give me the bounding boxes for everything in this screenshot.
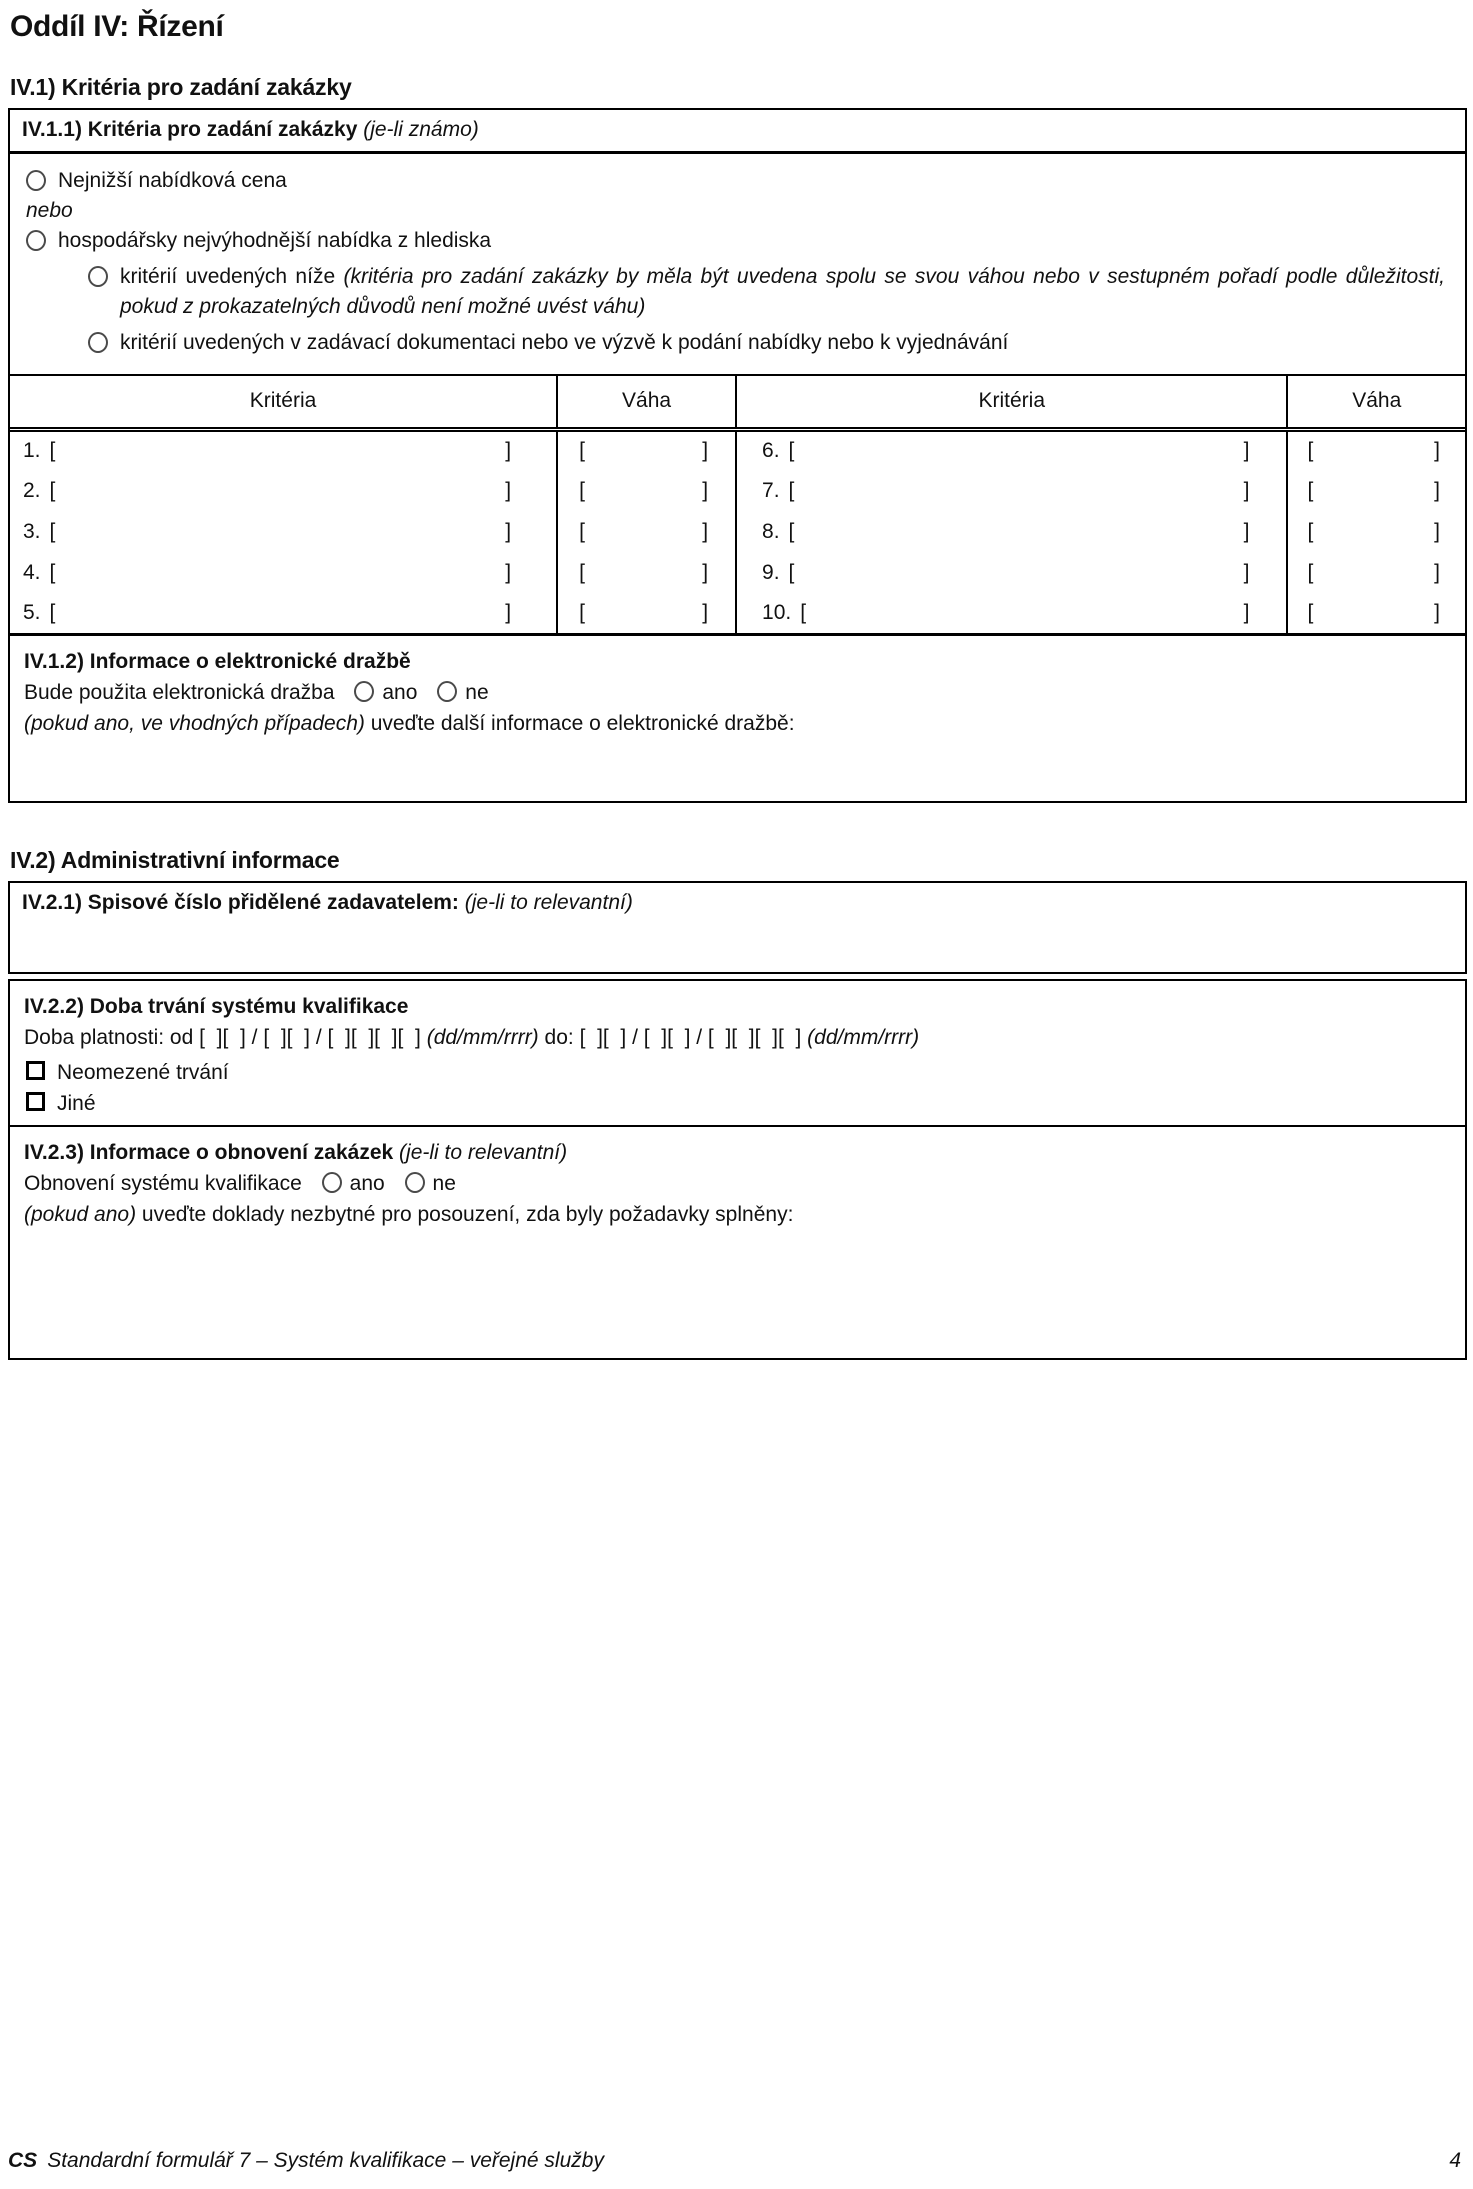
header-weight-right: Váha xyxy=(1287,375,1465,429)
award-criteria-options xyxy=(10,154,1465,374)
close-bracket: ] xyxy=(505,438,512,462)
criteria-input-cell[interactable] xyxy=(10,552,557,593)
date-input-brackets-to[interactable]: [ ][ ] / [ ][ ] / [ ][ ][ ][ ] xyxy=(579,1025,802,1049)
section-iv12 xyxy=(10,636,1465,801)
renewal-yes-label: ano xyxy=(349,1171,385,1195)
open-bracket: [ xyxy=(49,438,56,462)
open-bracket: [ xyxy=(788,478,795,502)
header-criteria-left: Kritéria xyxy=(10,375,557,429)
option-meat xyxy=(24,226,1451,256)
header-criteria-right: Kritéria xyxy=(736,375,1287,429)
close-bracket: ] xyxy=(505,478,512,502)
open-bracket: [ xyxy=(788,519,795,543)
weight-input-cell[interactable] xyxy=(557,429,736,470)
auction-yes-label: ano xyxy=(382,680,418,704)
weight-input-cell[interactable] xyxy=(557,470,736,511)
weight-input-cell[interactable] xyxy=(557,593,736,634)
iv23-note-italic: (pokud ano) xyxy=(24,1202,137,1226)
iv12-note-normal: uveďte další informace o elektronické dražbě: xyxy=(370,711,795,735)
unlimited-duration-checkbox[interactable] xyxy=(26,1061,45,1080)
option-other-duration xyxy=(24,1088,1451,1119)
close-bracket: ] xyxy=(505,600,512,624)
criteria-input-cell[interactable] xyxy=(736,470,1287,511)
row-number: 6. xyxy=(762,438,780,462)
weight-input-cell[interactable] xyxy=(1287,593,1465,634)
criteria-input-cell[interactable] xyxy=(736,593,1287,634)
table-row xyxy=(10,552,1465,593)
iv12-title: IV.1.2) Informace o elektronické dražbě xyxy=(24,649,411,673)
renewal-no-radio[interactable] xyxy=(405,1172,425,1193)
lowest-price-radio[interactable] xyxy=(26,170,46,191)
iv21-title-note: (je-li to relevantní) xyxy=(464,890,633,914)
iv21-title xyxy=(10,883,1465,924)
table-row xyxy=(10,511,1465,552)
renewal-no-label: ne xyxy=(432,1171,456,1195)
open-bracket: [ xyxy=(49,600,56,624)
date-format-from: (dd/mm/rrrr) xyxy=(426,1025,539,1049)
heading-iv1: IV.1) Kritéria pro zadání zakázky xyxy=(10,74,352,100)
open-bracket: [ xyxy=(49,560,56,584)
date-input-brackets-from[interactable]: [ ][ ] / [ ][ ] / [ ][ ][ ][ ] xyxy=(199,1025,421,1049)
close-bracket: ] xyxy=(1243,478,1250,502)
box-iv22-iv23 xyxy=(8,979,1467,1360)
criteria-input-cell[interactable] xyxy=(10,429,557,470)
open-bracket: [ xyxy=(1307,600,1314,624)
iv23-note-normal: uveďte doklady nezbytné pro posouzení, zda byly požadavky splněny: xyxy=(141,1202,794,1226)
open-bracket: [ xyxy=(1307,438,1314,462)
box-iv21 xyxy=(8,881,1467,974)
close-bracket: ] xyxy=(1243,560,1250,584)
criteria-input-cell[interactable] xyxy=(10,470,557,511)
validity-from-label: Doba platnosti: od xyxy=(24,1025,194,1049)
criteria-input-cell[interactable] xyxy=(10,511,557,552)
close-bracket: ] xyxy=(1243,600,1250,624)
weight-input-cell[interactable] xyxy=(557,511,736,552)
close-bracket: ] xyxy=(505,519,512,543)
meat-label: hospodářsky nejvýhodnější nabídka z hlediska xyxy=(58,229,492,252)
iv23-title-text: IV.2.3) Informace o obnovení zakázek xyxy=(24,1140,394,1164)
section-iv22 xyxy=(10,981,1465,1127)
iv12-question-line xyxy=(24,677,1451,708)
close-bracket: ] xyxy=(702,438,709,462)
criteria-below-radio[interactable] xyxy=(88,266,108,287)
meat-radio[interactable] xyxy=(26,230,46,251)
close-bracket: ] xyxy=(505,560,512,584)
lowest-price-label: Nejnižší nabídková cena xyxy=(58,169,287,192)
row-number: 2. xyxy=(23,478,41,502)
other-duration-label: Jiné xyxy=(57,1091,96,1115)
footer-left xyxy=(8,2149,604,2173)
open-bracket: [ xyxy=(788,438,795,462)
option-unlimited-duration xyxy=(24,1057,1451,1088)
validity-to-label: do: xyxy=(544,1025,574,1049)
option-criteria-below xyxy=(86,262,1445,322)
close-bracket: ] xyxy=(1434,600,1440,624)
close-bracket: ] xyxy=(702,560,709,584)
renewal-yes-radio[interactable] xyxy=(322,1172,342,1193)
page-number: 4 xyxy=(1449,2149,1461,2172)
close-bracket: ] xyxy=(1243,519,1250,543)
iv23-title xyxy=(24,1137,1451,1168)
footer-language: CS xyxy=(8,2149,38,2172)
close-bracket: ] xyxy=(1434,560,1440,584)
row-number: 4. xyxy=(23,560,41,584)
other-duration-checkbox[interactable] xyxy=(26,1092,45,1111)
table-row xyxy=(10,593,1465,634)
unlimited-duration-label: Neomezené trvání xyxy=(57,1060,229,1084)
close-bracket: ] xyxy=(1434,519,1440,543)
open-bracket: [ xyxy=(579,438,585,462)
page-footer xyxy=(8,2149,1461,2173)
heading-iv2: IV.2) Administrativní informace xyxy=(10,846,340,873)
iv23-question: Obnovení systému kvalifikace xyxy=(24,1171,302,1195)
iv21-title-text: IV.2.1) Spisové číslo přidělené zadavatelem: xyxy=(22,890,459,914)
criteria-input-cell[interactable] xyxy=(736,511,1287,552)
row-number: 1. xyxy=(23,438,41,462)
option-lowest-price xyxy=(24,166,1451,196)
iv12-note xyxy=(24,708,1451,739)
date-format-to: (dd/mm/rrrr) xyxy=(807,1025,920,1049)
open-bracket: [ xyxy=(579,600,585,624)
or-label: nebo xyxy=(26,199,73,222)
iv23-note xyxy=(24,1199,1451,1230)
close-bracket: ] xyxy=(702,478,709,502)
box-iv11 xyxy=(8,108,1467,803)
open-bracket: [ xyxy=(49,478,56,502)
close-bracket: ] xyxy=(1434,438,1440,462)
open-bracket: [ xyxy=(1307,519,1314,543)
row-number: 9. xyxy=(762,560,780,584)
row-number: 5. xyxy=(23,600,41,624)
file-reference-input-area[interactable] xyxy=(10,924,1465,972)
criteria-docs-radio[interactable] xyxy=(88,332,108,353)
row-number: 7. xyxy=(762,478,780,502)
criteria-docs-label: kritérií uvedených v zadávací dokumentaci nebo ve výzvě k podání nabídky nebo k vyjednávání xyxy=(120,331,1009,354)
open-bracket: [ xyxy=(788,560,795,584)
close-bracket: ] xyxy=(702,519,709,543)
close-bracket: ] xyxy=(1243,438,1250,462)
weight-input-cell[interactable] xyxy=(1287,429,1465,470)
header-weight-left: Váha xyxy=(557,375,736,429)
table-row xyxy=(10,429,1465,470)
iv11-title-note: (je-li známo) xyxy=(363,118,479,141)
section-title: Oddíl IV: Řízení xyxy=(10,10,224,43)
auction-no-radio[interactable] xyxy=(437,681,457,702)
close-bracket: ] xyxy=(702,600,709,624)
section-iv23 xyxy=(10,1127,1465,1358)
auction-no-label: ne xyxy=(465,680,489,704)
open-bracket: [ xyxy=(579,560,585,584)
open-bracket: [ xyxy=(579,519,585,543)
iv22-title: IV.2.2) Doba trvání systému kvalifikace xyxy=(24,994,409,1018)
row-number: 10. xyxy=(762,600,792,624)
criteria-below-normal: kritérií uvedených níže xyxy=(120,265,336,288)
open-bracket: [ xyxy=(579,478,585,502)
open-bracket: [ xyxy=(49,519,56,543)
iv23-title-note: (je-li to relevantní) xyxy=(399,1140,568,1164)
electronic-auction-info-area[interactable] xyxy=(24,739,1451,801)
footer-form-name: Standardní formulář 7 – Systém kvalifikace – veřejné služby xyxy=(47,2149,604,2172)
criteria-input-cell[interactable] xyxy=(736,552,1287,593)
criteria-below-italic: (kritéria pro zadání zakázky by měla být uvedena spolu se svou váhou nebo v sestupném pořadí podle důležitosti, pokud z prokazatelných důvodů není možné uvést váhu) xyxy=(120,265,1446,318)
auction-yes-radio[interactable] xyxy=(354,681,374,702)
open-bracket: [ xyxy=(1307,560,1314,584)
option-criteria-docs xyxy=(86,328,1445,358)
table-row xyxy=(10,470,1465,511)
renewal-formalities-input-area[interactable] xyxy=(24,1230,1451,1358)
close-bracket: ] xyxy=(1434,478,1440,502)
weight-input-cell[interactable] xyxy=(557,552,736,593)
iv11-title-text: IV.1.1) Kritéria pro zadání zakázky xyxy=(22,118,358,141)
iv11-title xyxy=(10,110,1465,154)
open-bracket: [ xyxy=(800,600,807,624)
criteria-below-label xyxy=(120,262,1445,322)
weight-input-cell[interactable] xyxy=(1287,470,1465,511)
open-bracket: [ xyxy=(1307,478,1314,502)
weight-input-cell[interactable] xyxy=(1287,552,1465,593)
iv23-question-line xyxy=(24,1168,1451,1199)
validity-period-line xyxy=(24,1022,1451,1053)
row-number: 8. xyxy=(762,519,780,543)
criteria-input-cell[interactable] xyxy=(736,429,1287,470)
criteria-weight-table xyxy=(10,374,1465,636)
weight-input-cell[interactable] xyxy=(1287,511,1465,552)
criteria-input-cell[interactable] xyxy=(10,593,557,634)
row-number: 3. xyxy=(23,519,41,543)
table-header-row xyxy=(10,375,1465,429)
iv12-question: Bude použita elektronická dražba xyxy=(24,680,335,704)
iv12-note-italic: (pokud ano, ve vhodných případech) xyxy=(24,711,365,735)
